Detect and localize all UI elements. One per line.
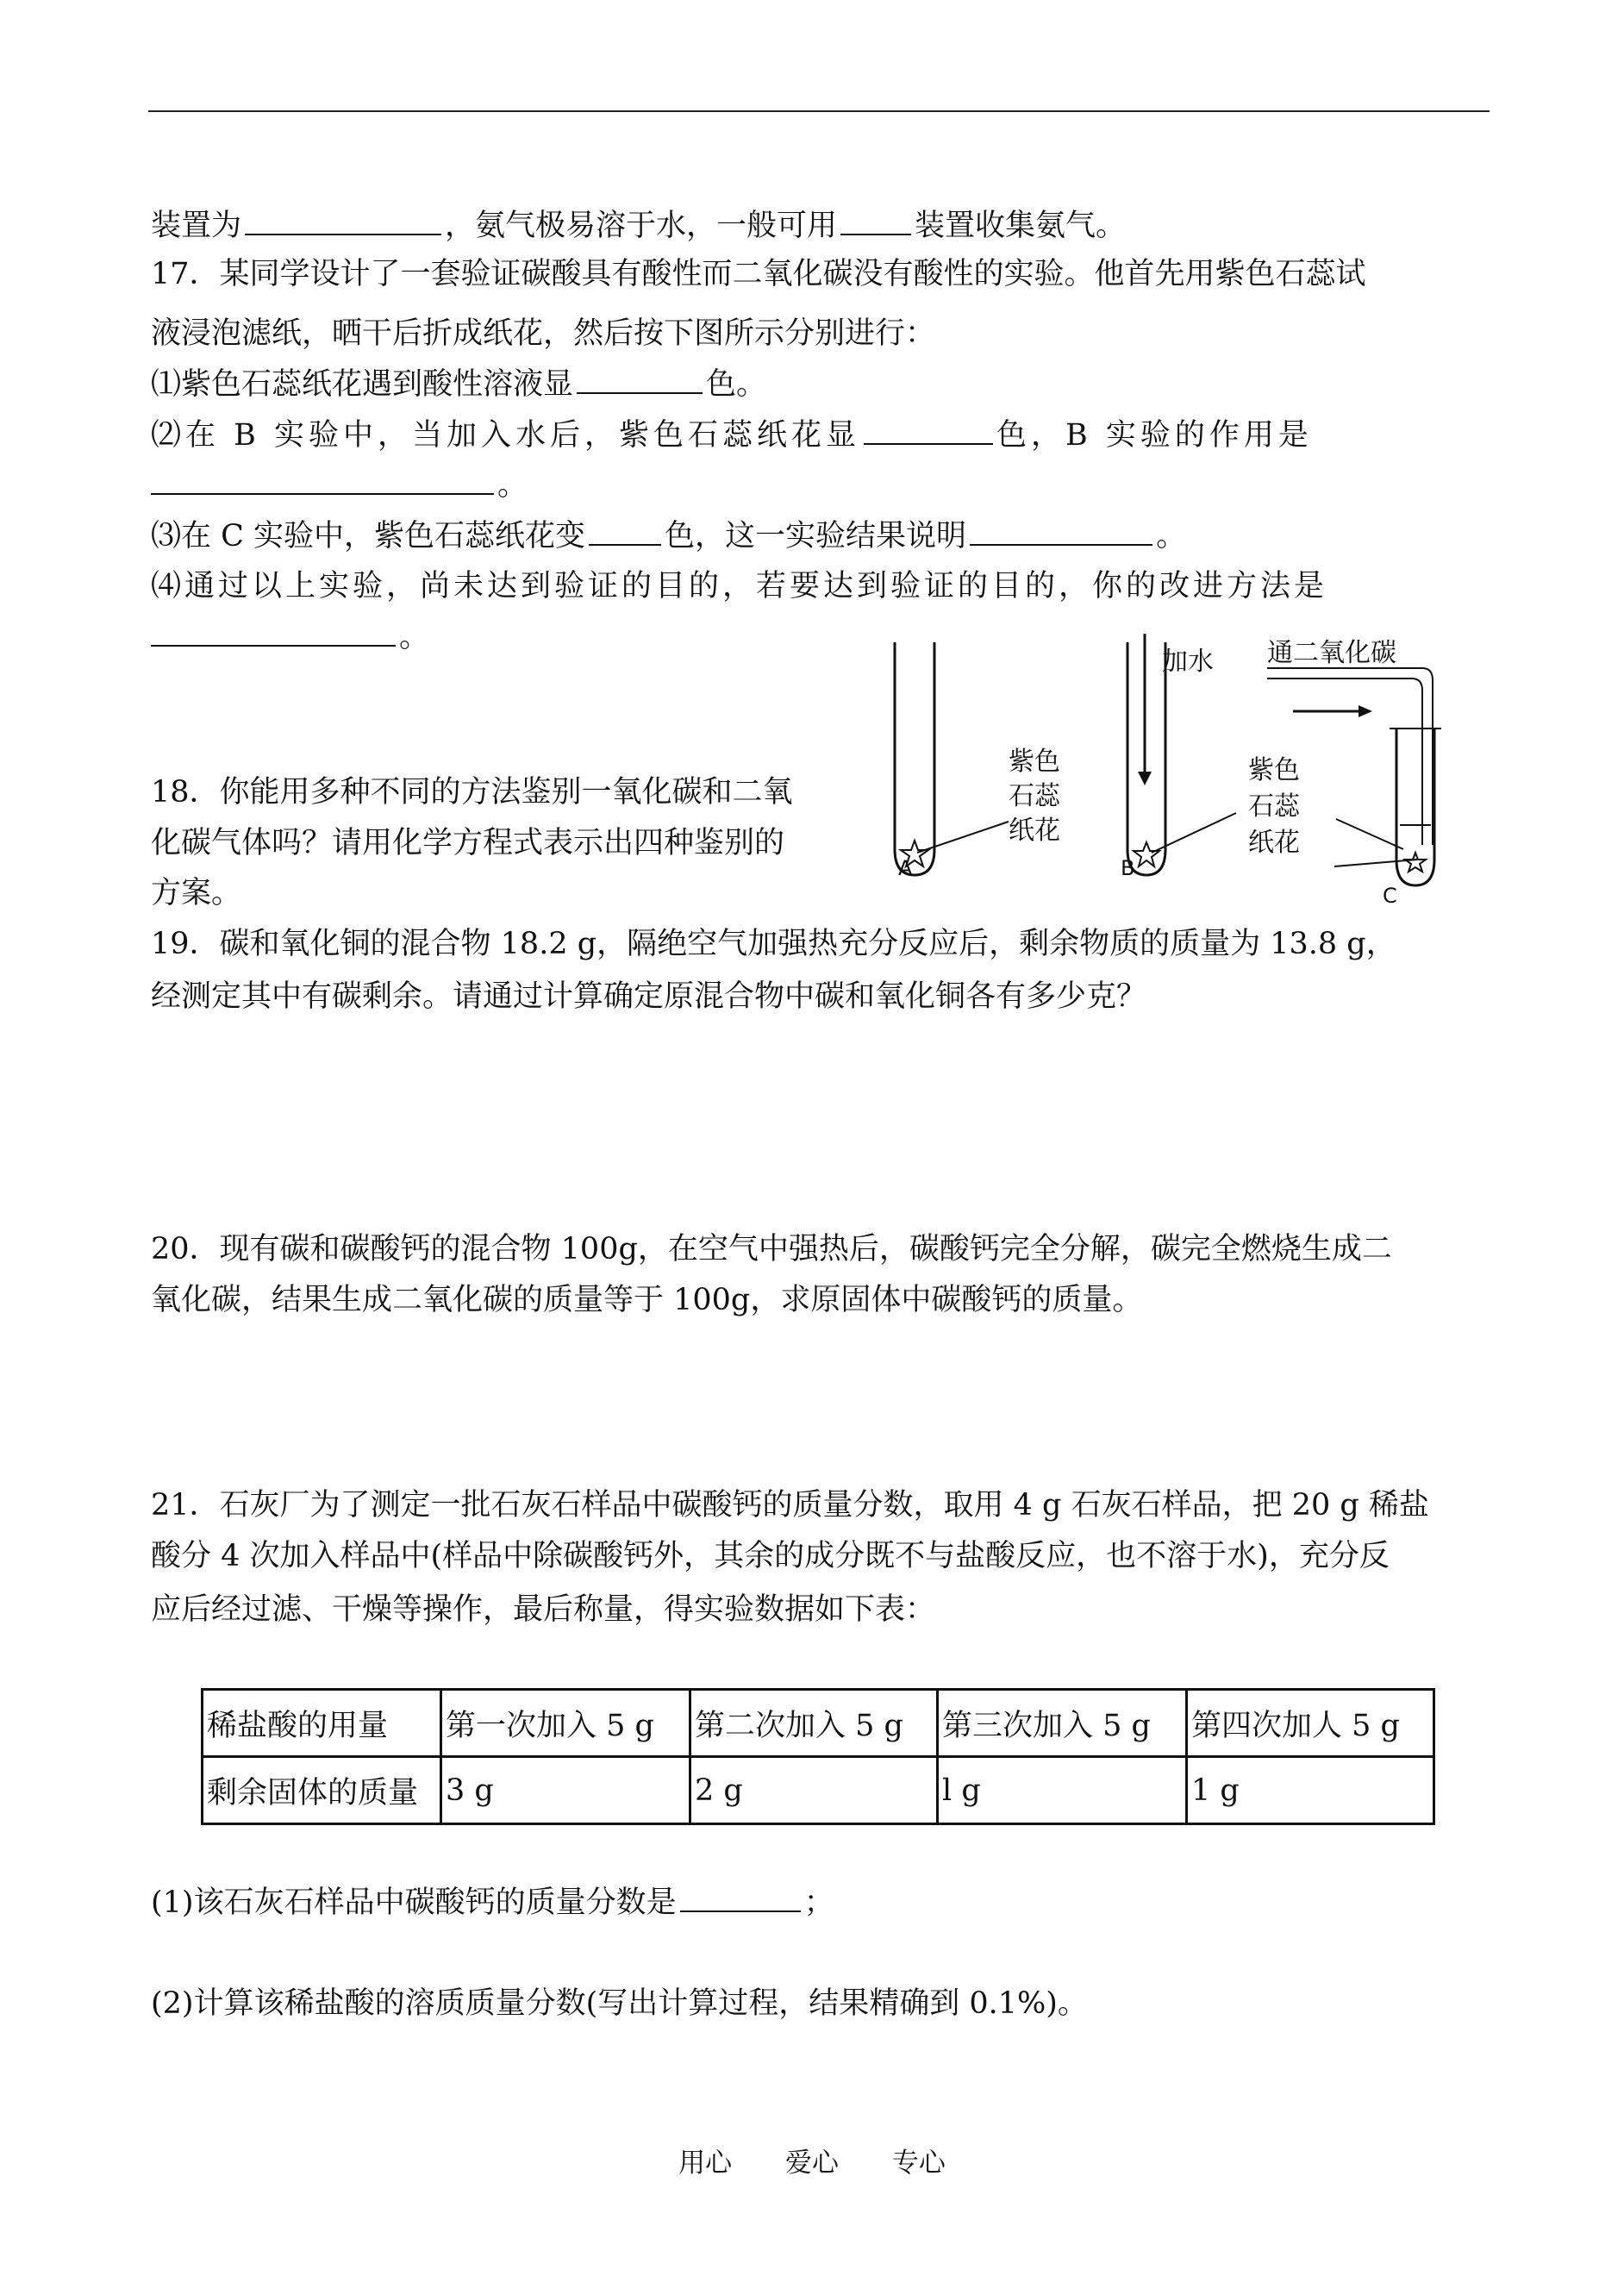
- litmus-experiment-figure: [888, 634, 1508, 910]
- q18-line-1: 18．你能用多种不同的方法鉴别一氧化碳和二氧: [151, 775, 793, 810]
- text: 色，这一实验结果说明: [665, 519, 967, 553]
- text: ⑶在 C 实验中，紫色石蕊纸花变: [151, 519, 586, 553]
- table-cell: 1 g: [1187, 1757, 1434, 1824]
- answer-blank: [864, 417, 993, 445]
- text: (1)该石灰石样品中碳酸钙的质量分数是: [151, 1885, 677, 1920]
- text: ⑴紫色石蕊纸花遇到酸性溶液显: [151, 367, 574, 402]
- litmus-label-b-1: 紫色: [1248, 755, 1300, 785]
- table-cell: 剩余固体的质量: [203, 1757, 441, 1824]
- text: ，氨气极易溶于水，一般可用: [445, 209, 838, 243]
- q17-line-2: 液浸泡滤纸，晒干后折成纸花，然后按下图所示分别进行：: [151, 316, 936, 351]
- q21-line-2: 酸分 4 次加入样品中(样品中除碳酸钙外，其余的成分既不与盐酸反应，也不溶于水)，充分反: [151, 1539, 1390, 1573]
- q20-line-1: 20．现有碳和碳酸钙的混合物 100g，在空气中强热后，碳酸钙完全分解，碳完全燃烧生成二: [151, 1232, 1392, 1266]
- text: 。: [1156, 519, 1187, 553]
- text: ⑵在 B 实验中，当加入水后，紫色石蕊纸花显: [151, 418, 860, 453]
- footer-item: 爱心: [785, 2148, 839, 2179]
- answer-blank: [577, 366, 703, 394]
- table-row: [203, 1690, 1434, 1757]
- litmus-label-b-2: 石蕊: [1248, 791, 1300, 822]
- text: 装置为: [151, 209, 242, 243]
- litmus-label-b-3: 纸花: [1248, 828, 1300, 858]
- litmus-flower-b-icon: [1134, 842, 1159, 866]
- q16-tail-line: [151, 207, 1126, 245]
- q17-part-1: [151, 366, 766, 403]
- q18-line-2: 化碳气体吗？请用化学方程式表示出四种鉴别的: [151, 826, 785, 860]
- text: 装置收集氨气。: [915, 209, 1127, 243]
- table-cell: 第四次加人 5 g: [1187, 1690, 1434, 1757]
- answer-blank: [970, 518, 1152, 546]
- table-cell: 第三次加入 5 g: [938, 1690, 1187, 1757]
- answer-blank: [840, 208, 911, 235]
- text: ；: [803, 1885, 834, 1920]
- table-cell: 第二次加入 5 g: [690, 1690, 938, 1757]
- q20-line-2: 氧化碳，结果生成二氧化碳的质量等于 100g，求原固体中碳酸钙的质量。: [151, 1283, 1143, 1317]
- tube-a-label: A: [898, 856, 913, 880]
- page-footer: [0, 2141, 1624, 2179]
- table-cell: 稀盐酸的用量: [203, 1690, 441, 1757]
- q18-line-3: 方案。: [151, 876, 242, 910]
- q21-line-1: 21．石灰厂为了测定一批石灰石样品中碳酸钙的质量分数，取用 4 g 石灰石样品，把 20 g 稀盐: [151, 1488, 1429, 1523]
- text: 色。: [706, 367, 767, 402]
- q21-line-3: 应后经过滤、干燥等操作，最后称量，得实验数据如下表：: [151, 1592, 936, 1627]
- footer-item: 专心: [891, 2148, 946, 2179]
- q19-line-1: 19．碳和氧化铜的混合物 18.2 g，隔绝空气加强热充分反应后，剩余物质的质量为 13.8 g，: [151, 927, 1396, 961]
- table-cell: 第一次加入 5 g: [441, 1690, 690, 1757]
- q21-part-2: (2)计算该稀盐酸的溶质质量分数(写出计算过程，结果精确到 0.1%)。: [151, 1986, 1088, 2021]
- answer-blank: [151, 619, 396, 647]
- text: 。: [399, 620, 430, 654]
- test-tube-c: [1396, 729, 1434, 885]
- co2-label: 通二氧化碳: [1267, 638, 1396, 668]
- q17-part-2-cont: [151, 466, 528, 504]
- table-cell: 2 g: [690, 1757, 938, 1824]
- answer-blank: [151, 467, 494, 495]
- q17-line-1: 17．某同学设计了一套验证碳酸具有酸性而二氧化碳没有酸性的实验。他首先用紫色石蕊试: [151, 257, 1366, 291]
- q17-part-4-cont: [151, 618, 429, 656]
- answer-blank: [589, 518, 661, 546]
- tube-b-label: B: [1121, 856, 1135, 880]
- add-water-label: 加水: [1162, 647, 1214, 677]
- table-row: [203, 1757, 1434, 1824]
- q21-part-1: [151, 1884, 834, 1922]
- litmus-label-a-3: 纸花: [1009, 816, 1060, 846]
- q17-part-3: [151, 517, 1186, 555]
- experiment-data-table: [201, 1688, 1435, 1825]
- footer-item: 用心: [678, 2148, 733, 2179]
- litmus-flower-c-icon: [1405, 853, 1426, 872]
- tube-c-label: C: [1383, 884, 1397, 908]
- header-rule: [148, 110, 1490, 112]
- text: 。: [497, 468, 528, 503]
- q19-line-2: 经测定其中有碳剩余。请通过计算确定原混合物中碳和氧化铜各有多少克？: [151, 979, 1147, 1014]
- q17-part-2: [151, 416, 1313, 454]
- table-cell: 3 g: [441, 1757, 690, 1824]
- q17-part-4: ⑷通过以上实验，尚未达到验证的目的，若要达到验证的目的，你的改进方法是: [151, 569, 1328, 603]
- table-cell: l g: [938, 1757, 1187, 1824]
- litmus-label-a-1: 紫色: [1009, 747, 1060, 777]
- text: 色，B 实验的作用是: [996, 418, 1313, 453]
- answer-blank: [245, 208, 441, 235]
- answer-blank: [680, 1885, 801, 1912]
- litmus-label-a-2: 石蕊: [1009, 781, 1060, 811]
